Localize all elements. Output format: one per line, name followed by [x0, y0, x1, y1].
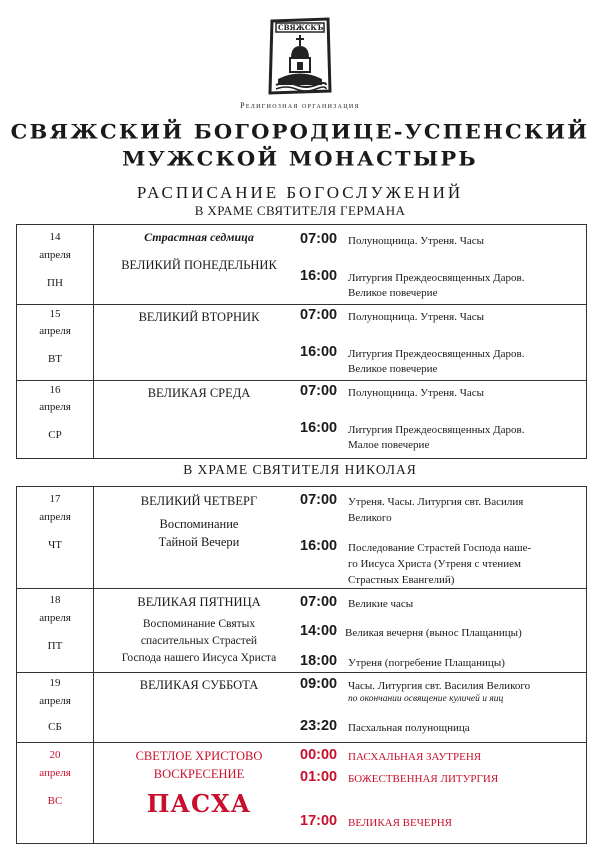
date-number: 20 — [49, 749, 61, 761]
day-title: ВЕЛИКИЙ ПОНЕДЕЛЬНИК — [121, 258, 277, 272]
event-time: 07:00 — [300, 383, 338, 399]
pascha-title: ПАСХА — [146, 789, 252, 818]
day-title: ВЕЛИКИЙ ВТОРНИК — [138, 310, 260, 324]
day-title: ВЕЛИКАЯ СУББОТА — [139, 678, 259, 692]
date-number: 17 — [49, 493, 61, 505]
event-text: ПАСХАЛЬНАЯ ЗАУТРЕНЯ — [348, 751, 482, 763]
date-weekday: ВС — [47, 795, 63, 807]
event-text: Великая вечерня (вынос Плащаницы) — [345, 627, 522, 639]
day-title: ВЕЛИКАЯ СРЕДА — [147, 386, 251, 400]
date-weekday: ПН — [47, 277, 63, 289]
monastery-logo — [266, 13, 334, 97]
event-text: БОЖЕСТВЕННАЯ ЛИТУРГИЯ — [348, 773, 499, 785]
day-subtitle: Воспоминание Святых — [142, 618, 256, 630]
day-row-friday — [17, 589, 586, 673]
event-text: Великого — [348, 512, 392, 524]
event-text: Страстных Евангелий) — [348, 574, 455, 586]
date-month: апреля — [39, 612, 71, 624]
day-row-sunday — [17, 743, 586, 843]
event-text: Великое повечерие — [348, 363, 438, 375]
date-number: 14 — [49, 231, 61, 243]
event-text: ВЕЛИКАЯ ВЕЧЕРНЯ — [348, 817, 453, 829]
event-text: Пасхальная полунощница — [348, 722, 470, 734]
date-cell — [17, 743, 94, 843]
day-subtitle: Господа нашего Иисуса Христа — [121, 652, 277, 664]
day-row-wednesday — [17, 381, 586, 458]
day-row-saturday — [17, 673, 586, 743]
event-text: Утреня. Часы. Литургия свт. Василия — [348, 496, 524, 508]
date-number: 18 — [49, 594, 61, 606]
date-number: 19 — [49, 677, 61, 689]
event-text: Последование Страстей Господа наше- — [348, 542, 532, 554]
event-text: Полунощница. Утреня. Часы — [348, 311, 485, 323]
event-text: Полунощница. Утреня. Часы — [348, 387, 485, 399]
event-text: Великое повечерие — [348, 287, 438, 299]
schedule-table-nikolai — [16, 486, 587, 844]
schedule-title: РАСПИСАНИЕ БОГОСЛУЖЕНИЙ — [136, 183, 464, 202]
event-time: 07:00 — [300, 307, 338, 323]
day-subtitle: Воспоминание — [159, 517, 239, 531]
event-text: Утреня (погребение Плащаницы) — [348, 657, 505, 669]
date-month: апреля — [39, 249, 71, 261]
date-number: 16 — [49, 384, 61, 396]
event-text: Литургия Преждеосвященных Даров. — [348, 424, 525, 436]
church-german-heading: В ХРАМЕ СВЯТИТЕЛЯ ГЕРМАНА — [194, 203, 406, 218]
church-nikolai-heading: В ХРАМЕ СВЯТИТЕЛЯ НИКОЛАЯ — [183, 462, 417, 477]
event-time: 17:00 — [300, 813, 338, 829]
date-number: 15 — [49, 308, 61, 320]
day-title: ВЕЛИКАЯ ПЯТНИЦА — [137, 595, 261, 609]
date-weekday: ПТ — [47, 640, 63, 652]
date-weekday: ЧТ — [48, 539, 62, 551]
event-time: 07:00 — [300, 492, 338, 508]
week-label: Страстная седмица — [144, 230, 254, 244]
event-time: 16:00 — [300, 268, 338, 284]
date-cell — [17, 381, 94, 458]
date-cell — [17, 589, 94, 672]
event-text: Великие часы — [348, 598, 414, 610]
event-time: 23:20 — [300, 718, 338, 734]
logo-lettering: СВЯЖСКЪ — [278, 23, 324, 32]
day-row-tuesday — [17, 305, 586, 381]
date-cell — [17, 305, 94, 380]
event-time: 07:00 — [300, 231, 338, 247]
day-subtitle: Тайной Вечери — [158, 535, 240, 549]
event-text: го Иисуса Христа (Утреня с чтением — [348, 558, 521, 570]
event-time: 01:00 — [300, 769, 338, 785]
date-month: апреля — [39, 767, 71, 779]
event-time: 07:00 — [300, 594, 338, 610]
event-time: 16:00 — [300, 420, 338, 436]
date-month: апреля — [39, 511, 71, 523]
schedule-table-german — [16, 224, 587, 459]
date-month: апреля — [39, 401, 71, 413]
event-text: Литургия Преждеосвященных Даров. — [348, 348, 525, 360]
event-text: Часы. Литургия свт. Василия Великого — [348, 680, 531, 692]
date-month: апреля — [39, 695, 71, 707]
date-weekday: СБ — [48, 721, 62, 733]
day-title: СВЕТЛОЕ ХРИСТОВО — [135, 749, 263, 763]
date-weekday: СР — [48, 429, 62, 441]
date-cell — [17, 673, 94, 742]
org-label: Религиозная организация — [240, 101, 360, 110]
event-time: 09:00 — [300, 676, 338, 692]
day-title: ВЕЛИКИЙ ЧЕТВЕРГ — [140, 494, 258, 508]
event-time: 18:00 — [300, 653, 338, 669]
event-text: Малое повечерие — [348, 439, 430, 451]
date-month: апреля — [39, 325, 71, 337]
day-row-monday — [17, 225, 586, 305]
event-time: 16:00 — [300, 344, 338, 360]
event-time: 14:00 — [300, 623, 338, 639]
day-subtitle: спасительных Страстей — [140, 635, 258, 647]
date-cell — [17, 487, 94, 588]
event-time: 00:00 — [300, 747, 338, 763]
day-row-thursday — [17, 487, 586, 589]
monastery-title-line1: СВЯЖСКИЙ БОГОРОДИЦЕ-УСПЕНСКИЙ — [10, 119, 590, 144]
day-title: ВОСКРЕСЕНИЕ — [153, 767, 245, 781]
date-weekday: ВТ — [48, 353, 62, 365]
date-cell — [17, 225, 94, 304]
event-note: по окончании освящение куличей и яиц — [348, 694, 504, 704]
event-text: Литургия Преждеосвященных Даров. — [348, 272, 525, 284]
monastery-title-line2: МУЖСКОЙ МОНАСТЫРЬ — [122, 146, 478, 171]
event-text: Полунощница. Утреня. Часы — [348, 235, 485, 247]
event-time: 16:00 — [300, 538, 338, 554]
